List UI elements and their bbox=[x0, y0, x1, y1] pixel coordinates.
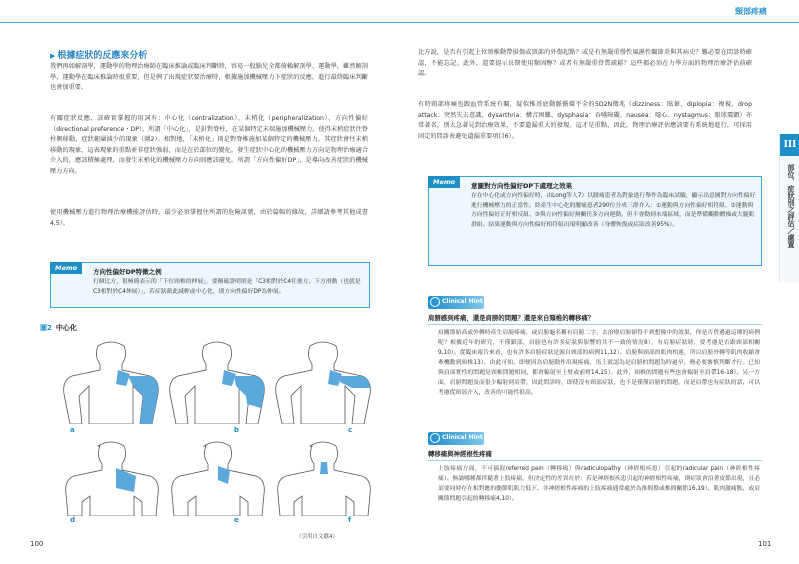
back-body-illustration bbox=[164, 340, 270, 424]
clinical-hint-body: 上肢疼痛方面，不可搞混referred pain（轉移痛）與radiculopathy（神經根疾患）引起的radicular pain（神經根性疼痛）。無論哪種都伴隨著上肢疼痛，但決定性的差異在於：若是神經根疾患引起的神經根性疼痛，則症狀會沿著皮節出現，且必須要同時存在相對應的髓節肌肌力低下、非神經根性疼痛的上肢疼痛通常處於為推間盤或椎間關節16,19）、肌肉激痛點，或肩關節問題引起的轉移痛4,10）。 bbox=[438, 466, 760, 502]
figure-panel-e bbox=[164, 440, 270, 540]
right-page bbox=[400, 0, 799, 564]
figure-label bbox=[40, 323, 77, 333]
memo-title: 意圖對方向性偏好DP下處理之效果 bbox=[471, 182, 573, 190]
page-number-right: 101 bbox=[758, 540, 772, 548]
figure-panel-c bbox=[270, 340, 376, 440]
figure-title: 中心化 bbox=[55, 324, 77, 332]
memo-box-left bbox=[50, 262, 370, 308]
memo-body: 存在中心化或方向性偏好時，由Long等人7）以腰痛患者為對象進行舉作為臨床試驗，顯示出意圖對方向性偏好進行機械壓力的正當性。終產生中心化的腰痛患者290位分成三群介入：①運動與方向性偏好相符組、②運動與方向性偏好正好相反組、③與方向性偏好無關任多方向運動，但不會動到末端區域，而是準備觸動體操或大腿肌群組。結果運動與方向性偏好相符組出現明顯改善（身體恢復或症狀改善95%）。 bbox=[471, 193, 756, 228]
clinical-hint-box bbox=[428, 324, 762, 424]
memo-tag: Memo bbox=[428, 176, 460, 188]
figure-credit: （引用自文獻4） bbox=[296, 534, 338, 540]
figure-number: 圖2 bbox=[40, 324, 52, 332]
clinical-hint-1 bbox=[428, 296, 762, 426]
clinical-hint-2 bbox=[428, 432, 762, 532]
lightbulb-icon bbox=[430, 433, 440, 443]
chapter-side-tab bbox=[779, 134, 799, 282]
memo-body: 打個比方，很極簡表示的「下位頸椎的伸展」，要稱確證明則是「C3相對於C4往後方、下方滑動（也就是C3相對於C4伸展）」，若症狀藉此減輕或中心化，則方向性偏好DP為伸展。 bbox=[93, 279, 361, 295]
left-paragraph-1: 我們再如解剖學，運動學的物理治療師在臨床推論或臨床判斷時，容易一股腦兒全都倚賴解剖學、運動學，雖然解剖學，運動學在臨床推論時很重要，但是例了出現症狀要治療時，根據施加機械壓力下症狀的反應，進行最終臨床判斷也會加重要。 bbox=[50, 63, 368, 92]
figure-panel-d bbox=[58, 440, 164, 540]
lightbulb-icon bbox=[430, 297, 440, 307]
section-title-text: 根據症狀的反應來分析 bbox=[57, 51, 148, 61]
left-page bbox=[0, 0, 399, 564]
memo-box-right bbox=[428, 176, 762, 266]
right-paragraph-2: 有時頸部疼痛也跟血管系統有關，疑似椎基底動脈循環不全的5D2N徵兆（dizziness：眩暈、diplopia：複視、drop attack：突然失去意識、dysarthria：構音困難、dysphasia：吞嚥障礙、nausea：噁心、nystagmus：眼球震顫）亦常著名，別太急著見到治療效果，不要遺漏重大的發現。這才是重點，因此，物理治療評估應該要有系統地進行，可採用固定的問診表避免遺漏重要項目6）。 bbox=[418, 101, 752, 140]
memo-tag: Memo bbox=[50, 262, 82, 274]
triangle-bullet-icon: ▶ bbox=[50, 52, 56, 60]
section-title bbox=[50, 48, 147, 61]
memo-title: 方向性偏好DP特徵之例 bbox=[93, 268, 162, 276]
back-body-illustration bbox=[270, 440, 376, 516]
back-body-illustration bbox=[58, 340, 164, 424]
clinical-hint-body: 肩關節始高或外轉時產生肩膀疼痛，或肩膀龜名稱有肩膀二字，去治療肩膀卻得不到想像中的效果，你是否曾遇過這種的病例呢？根據近年的研究，不僅鎖部，肩膀也有許多症狀與影響的共不一致的情況8），有肩膀症狀時，要考慮是否跟頸部相關9,10）。從臨床報告來看，也有許多肩膀症狀是源自頸部的病例11,12）。肩膀與頸部的肌肉相連，所以肩膀外轉等肌肉收縮會牽機動到頸椎13）。由此可知，即便因為肩膀動作出現疼痛，馬上就認為是肩膀的問題為時過早，務必要審慎判斷才行。已知與肩部實性的問題是頸椎問題相同，都會輻射至上臂或前臂14,15）。此外，頸椎的問題有些也會輻射至肩帶16-18）。另一方面，肩膀問題及而很少輻射到肩帶，因此問診時，即使沒有頸部症狀，也不是僅僅肩膀的問題，而是肩帶也有症狀的話，可以考慮從頸部介入，改善的可能性很高。 bbox=[438, 330, 760, 396]
figure-panel-f bbox=[270, 440, 376, 540]
figure-letter-b: b bbox=[234, 426, 240, 434]
clinical-hint-tag bbox=[428, 432, 484, 445]
figure-panel-b bbox=[164, 340, 270, 440]
figure-letter-e: e bbox=[234, 516, 239, 524]
chapter-title: 部位、症狀別之評估／處置 bbox=[787, 164, 795, 248]
page-number-left: 100 bbox=[30, 540, 44, 548]
back-body-illustration bbox=[58, 440, 164, 516]
figure-letter-f: f bbox=[348, 516, 352, 524]
figure-illustrations bbox=[58, 340, 376, 540]
figure-panel-a bbox=[58, 340, 164, 440]
clinical-hint-tag bbox=[428, 296, 484, 309]
right-paragraph-1: 比方說，是否有引起上位頸椎動帶損傷或頸部的外傷起點？或是有無嚴重慢性風濕性關節炎與其病史？難必要在問診時確認，不能忘記。此外，還要提示長期使用類固醇？或者有無嚴重骨質疏鬆？這些都必須在力學方面的物理治療評估前確認。 bbox=[418, 49, 752, 78]
back-body-illustration bbox=[270, 340, 376, 424]
left-paragraph-2: 有關症狀反應，該確實掌握的用詞有：中心化（centralization）、末梢化（peripheralization）、方向性偏好（directional preference・DP），所謂「中心化」，是針對脊柱，在某個特定末端施加機械壓力，使得末梢症狀往脊柱側移動，症狀範圍減少的現象（圖2）。相對地，「末梢化」則是對脊椎施加某個特定的機械壓力，其症狀會往末梢移動的現象，這表現象的重點並非症狀強弱，而是在於部位的變化。發生症狀中心化的機械壓力方向是物理治療適合介入的，應該積極處理，而發生末梢化的機械壓力方向則應該避免。所謂「方向性偏好DP」，是導向改善症狀的機械壓力方向。 bbox=[50, 115, 368, 175]
running-header: 頸部疼痛 bbox=[735, 7, 767, 16]
clinical-hint-box bbox=[428, 460, 762, 524]
figure-letter-d: d bbox=[70, 516, 76, 524]
figure-letter-c: c bbox=[348, 426, 353, 434]
chapter-number: III bbox=[780, 134, 799, 156]
figure-letter-a: a bbox=[70, 426, 75, 434]
clinical-hint-label: Clinical Hint bbox=[442, 434, 483, 441]
clinical-hint-label: Clinical Hint bbox=[442, 298, 483, 305]
clinical-hint-question: 肩膀感到疼痛，還是肩膀的問題？還是來自頸椎的轉移痛？ bbox=[428, 314, 595, 322]
back-body-illustration bbox=[164, 440, 270, 516]
left-paragraph-3: 使用機械壓力進行物理治療機能評估時，最少必須掌握住所謂的危險訊號，由於篇幅的緣故，詳細請參考其他成書4,5）。 bbox=[50, 209, 368, 227]
clinical-hint-question: 轉移痛與神經根性疼痛 bbox=[428, 450, 492, 458]
